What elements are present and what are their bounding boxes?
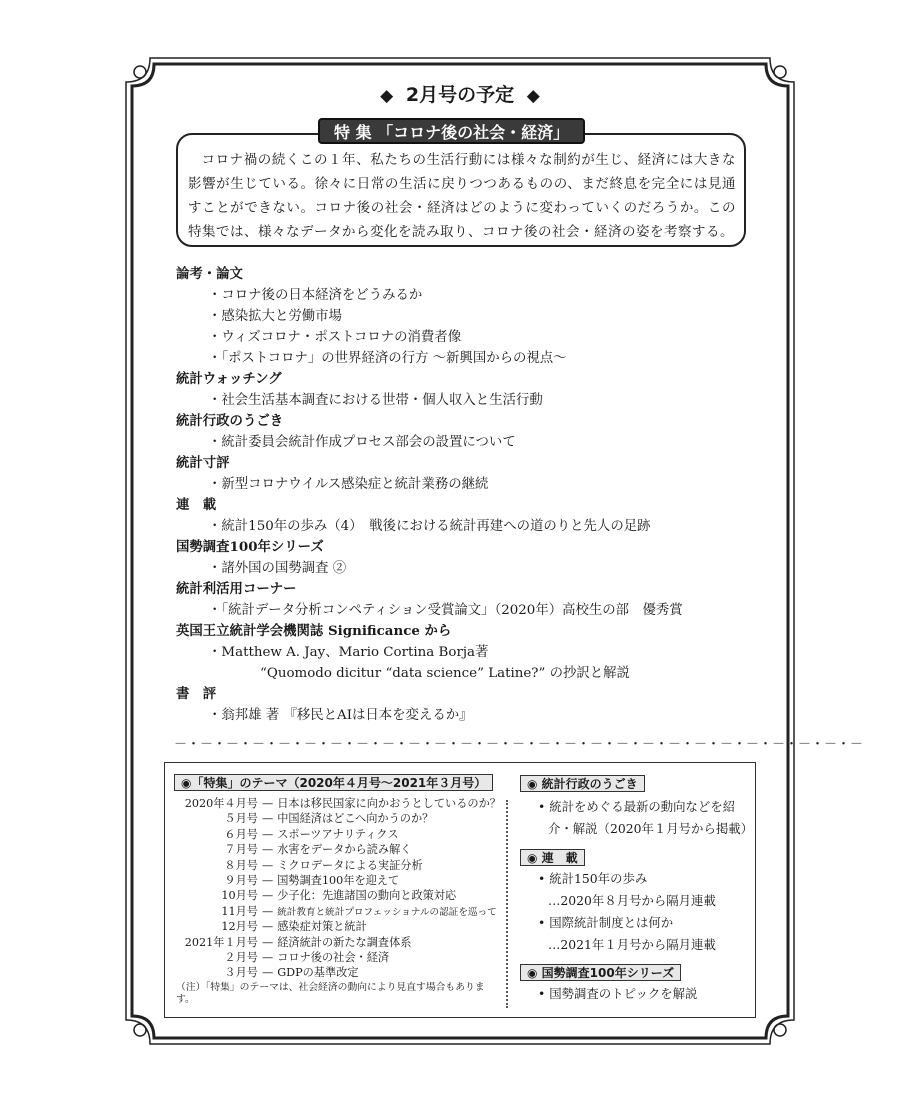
- theme-month: ７月号: [224, 843, 258, 857]
- toc-item: ・ウィズコロナ・ポストコロナの消費者像: [208, 330, 462, 345]
- themes-label: ◉「特集」のテーマ（2020年４月号～2021年３月号）: [174, 774, 493, 791]
- list-item: …2020年８月号から隔月連載: [548, 893, 716, 908]
- list-item: …2021年１月号から隔月連載: [548, 937, 716, 952]
- toc-item: ・コロナ後の日本経済をどうみるか: [208, 288, 423, 303]
- toc-item: ・統計150年の歩み（4） 戦後における統計再建への道のりと先人の足跡: [208, 519, 651, 534]
- toc-item: ・Matthew A. Jay、Mario Cortina Borja著: [208, 645, 489, 660]
- feature-description-text: コロナ禍の続くこの１年、私たちの生活行動には様々な制約が生じ、経済には大きな影響が生じている。徐々に日常の生活に戻りつつあるものの、まだ終息を完全には見通すことができない。コロナ後の社会・経済はどのように変わっていくのだろうか。この特集では、様々なデータから変化を読み取り、コロナ後の社会・経済の姿を考察する。: [188, 152, 736, 240]
- list-item: • 国勢調査のトピックを解説: [538, 986, 698, 1001]
- list-item: 11月号 — 統計教育と統計プロフェッショナルの認証を巡って: [176, 904, 501, 919]
- toc-item: ・社会生活基本調査における世帯・個人収入と生活行動: [208, 393, 543, 408]
- list-item: ２月号 — コロナ後の社会・経済: [176, 950, 501, 965]
- list-item: • 統計150年の歩み: [538, 871, 648, 886]
- toc-item: ・翁邦雄 著 『移民とAIは日本を変えるか』: [208, 708, 473, 723]
- diamond-right-icon: ◆: [526, 86, 540, 106]
- gyosei-text: [538, 796, 753, 840]
- issue-title: [0, 80, 920, 107]
- rensai-label: ◉ 連 載: [520, 849, 585, 866]
- theme-month: ８月号: [224, 858, 258, 872]
- toc-section-title: 統計行政のうごき: [176, 413, 284, 429]
- theme-topic: 国勢調査100年を迎えて: [277, 873, 400, 887]
- diamond-left-icon: ◆: [380, 86, 394, 106]
- feature-heading: 特 集 「コロナ後の社会・経済」: [318, 118, 585, 144]
- theme-topic: コロナ後の社会・経済: [277, 950, 390, 964]
- theme-month: 12月号: [221, 920, 258, 934]
- theme-topic: 感染症対策と統計: [277, 920, 367, 934]
- toc-section-title: 統計寸評: [176, 455, 230, 471]
- themes-note: （注）「特集」のテーマは、社会経済の動向により見直す場合もあります。: [176, 981, 485, 1006]
- list-item: 2020年４月号 — 日本は移民国家に向かおうとしているのか？: [176, 796, 501, 811]
- list-item: ６月号 — スポーツアナリティクス: [176, 827, 501, 842]
- kokusei-text: [538, 983, 697, 1005]
- list-item: ８月号 — ミクロデータによる実証分析: [176, 858, 501, 873]
- list-item: ７月号 — 水害をデータから読み解く: [176, 842, 501, 857]
- list-item: • 国際統計制度とは何か: [538, 915, 674, 930]
- theme-topic: GDPの基準改定: [277, 966, 359, 980]
- toc-subitem: “Quomodo dicitur “data science” Latine?” の抄訳と解説: [260, 666, 630, 681]
- theme-month: 2021年１月号: [184, 935, 258, 949]
- toc-item: ・統計委員会統計作成プロセス部会の設置について: [208, 435, 516, 450]
- toc-item: ・感染拡大と労働市場: [208, 309, 342, 324]
- theme-month: 11月号: [221, 904, 258, 918]
- table-of-contents: [176, 264, 756, 726]
- theme-topic: 中国経済はどこへ向かうのか？: [277, 812, 434, 826]
- toc-item: ・「統計データ分析コンペティション受賞論文」（2020年）高校生の部 優秀賞: [208, 603, 683, 618]
- list-item: ３月号 — GDPの基準改定: [176, 965, 501, 980]
- list-item: ５月号 — 中国経済はどこへ向かうのか？: [176, 811, 501, 826]
- theme-month: ３月号: [224, 966, 258, 980]
- list-item: 10月号 — 少子化：先進諸国の動向と政策対応: [176, 888, 501, 903]
- toc-section-title: 連 載: [176, 497, 217, 513]
- theme-topic: スポーツアナリティクス: [277, 827, 399, 841]
- list-item: • 統計をめぐる最新の動向などを紹: [538, 799, 736, 814]
- list-item: 12月号 — 感染症対策と統計: [176, 919, 501, 934]
- toc-section-title: 英国王立統計学会機関誌 Significance から: [176, 623, 452, 639]
- theme-month: ９月号: [224, 873, 258, 887]
- feature-description: [188, 148, 736, 244]
- theme-topic: ミクロデータによる実証分析: [277, 858, 423, 872]
- toc-item: ・「ポストコロナ」の世界経済の行方 ～新興国からの視点～: [208, 351, 567, 366]
- toc-section-title: 書 評: [176, 686, 217, 702]
- theme-topic: 日本は移民国家に向かおうとしているのか？: [277, 797, 501, 810]
- dash-divider: －・－・－・－・－・－・－・－・－・－・－・－・－・－・－・－・－・－・－・－・－・－・－・－・－・－・－: [174, 737, 864, 752]
- list-item: ９月号 — 国勢調査100年を迎えて: [176, 873, 501, 888]
- toc-item: ・新型コロナウイルス感染症と統計業務の継続: [208, 477, 489, 492]
- theme-month: ６月号: [224, 827, 258, 841]
- toc-section-title: 統計利活用コーナー: [176, 581, 297, 597]
- theme-month: ５月号: [224, 812, 258, 826]
- gyosei-label: ◉ 統計行政のうごき: [520, 775, 645, 792]
- toc-section-title: 統計ウォッチング: [176, 371, 282, 387]
- theme-topic: 経済統計の新たな調査体系: [277, 935, 412, 949]
- toc-section-title: 論考・論文: [176, 266, 243, 282]
- toc-item: ・諸外国の国勢調査 ②: [208, 561, 347, 576]
- theme-month: ２月号: [224, 950, 258, 964]
- issue-title-text: 2月号の予定: [405, 84, 515, 106]
- theme-topic: 統計教育と統計プロフェッショナルの認証を巡って: [277, 906, 497, 918]
- rensai-text: [538, 868, 716, 956]
- list-item: 2021年１月号 — 経済統計の新たな調査体系: [176, 935, 501, 950]
- theme-topic: 水害をデータから読み解く: [277, 843, 412, 857]
- list-item: 介・解説（2020年１月号から掲載）: [548, 821, 754, 836]
- theme-month: 2020年４月号: [184, 797, 258, 810]
- column-divider: [506, 800, 508, 1008]
- kokusei-label: ◉ 国勢調査100年シリーズ: [520, 964, 681, 981]
- theme-month: 10月号: [221, 889, 258, 903]
- theme-topic: 少子化：先進諸国の動向と政策対応: [277, 889, 457, 903]
- toc-section-title: 国勢調査100年シリーズ: [176, 539, 324, 555]
- themes-list: [176, 796, 501, 1007]
